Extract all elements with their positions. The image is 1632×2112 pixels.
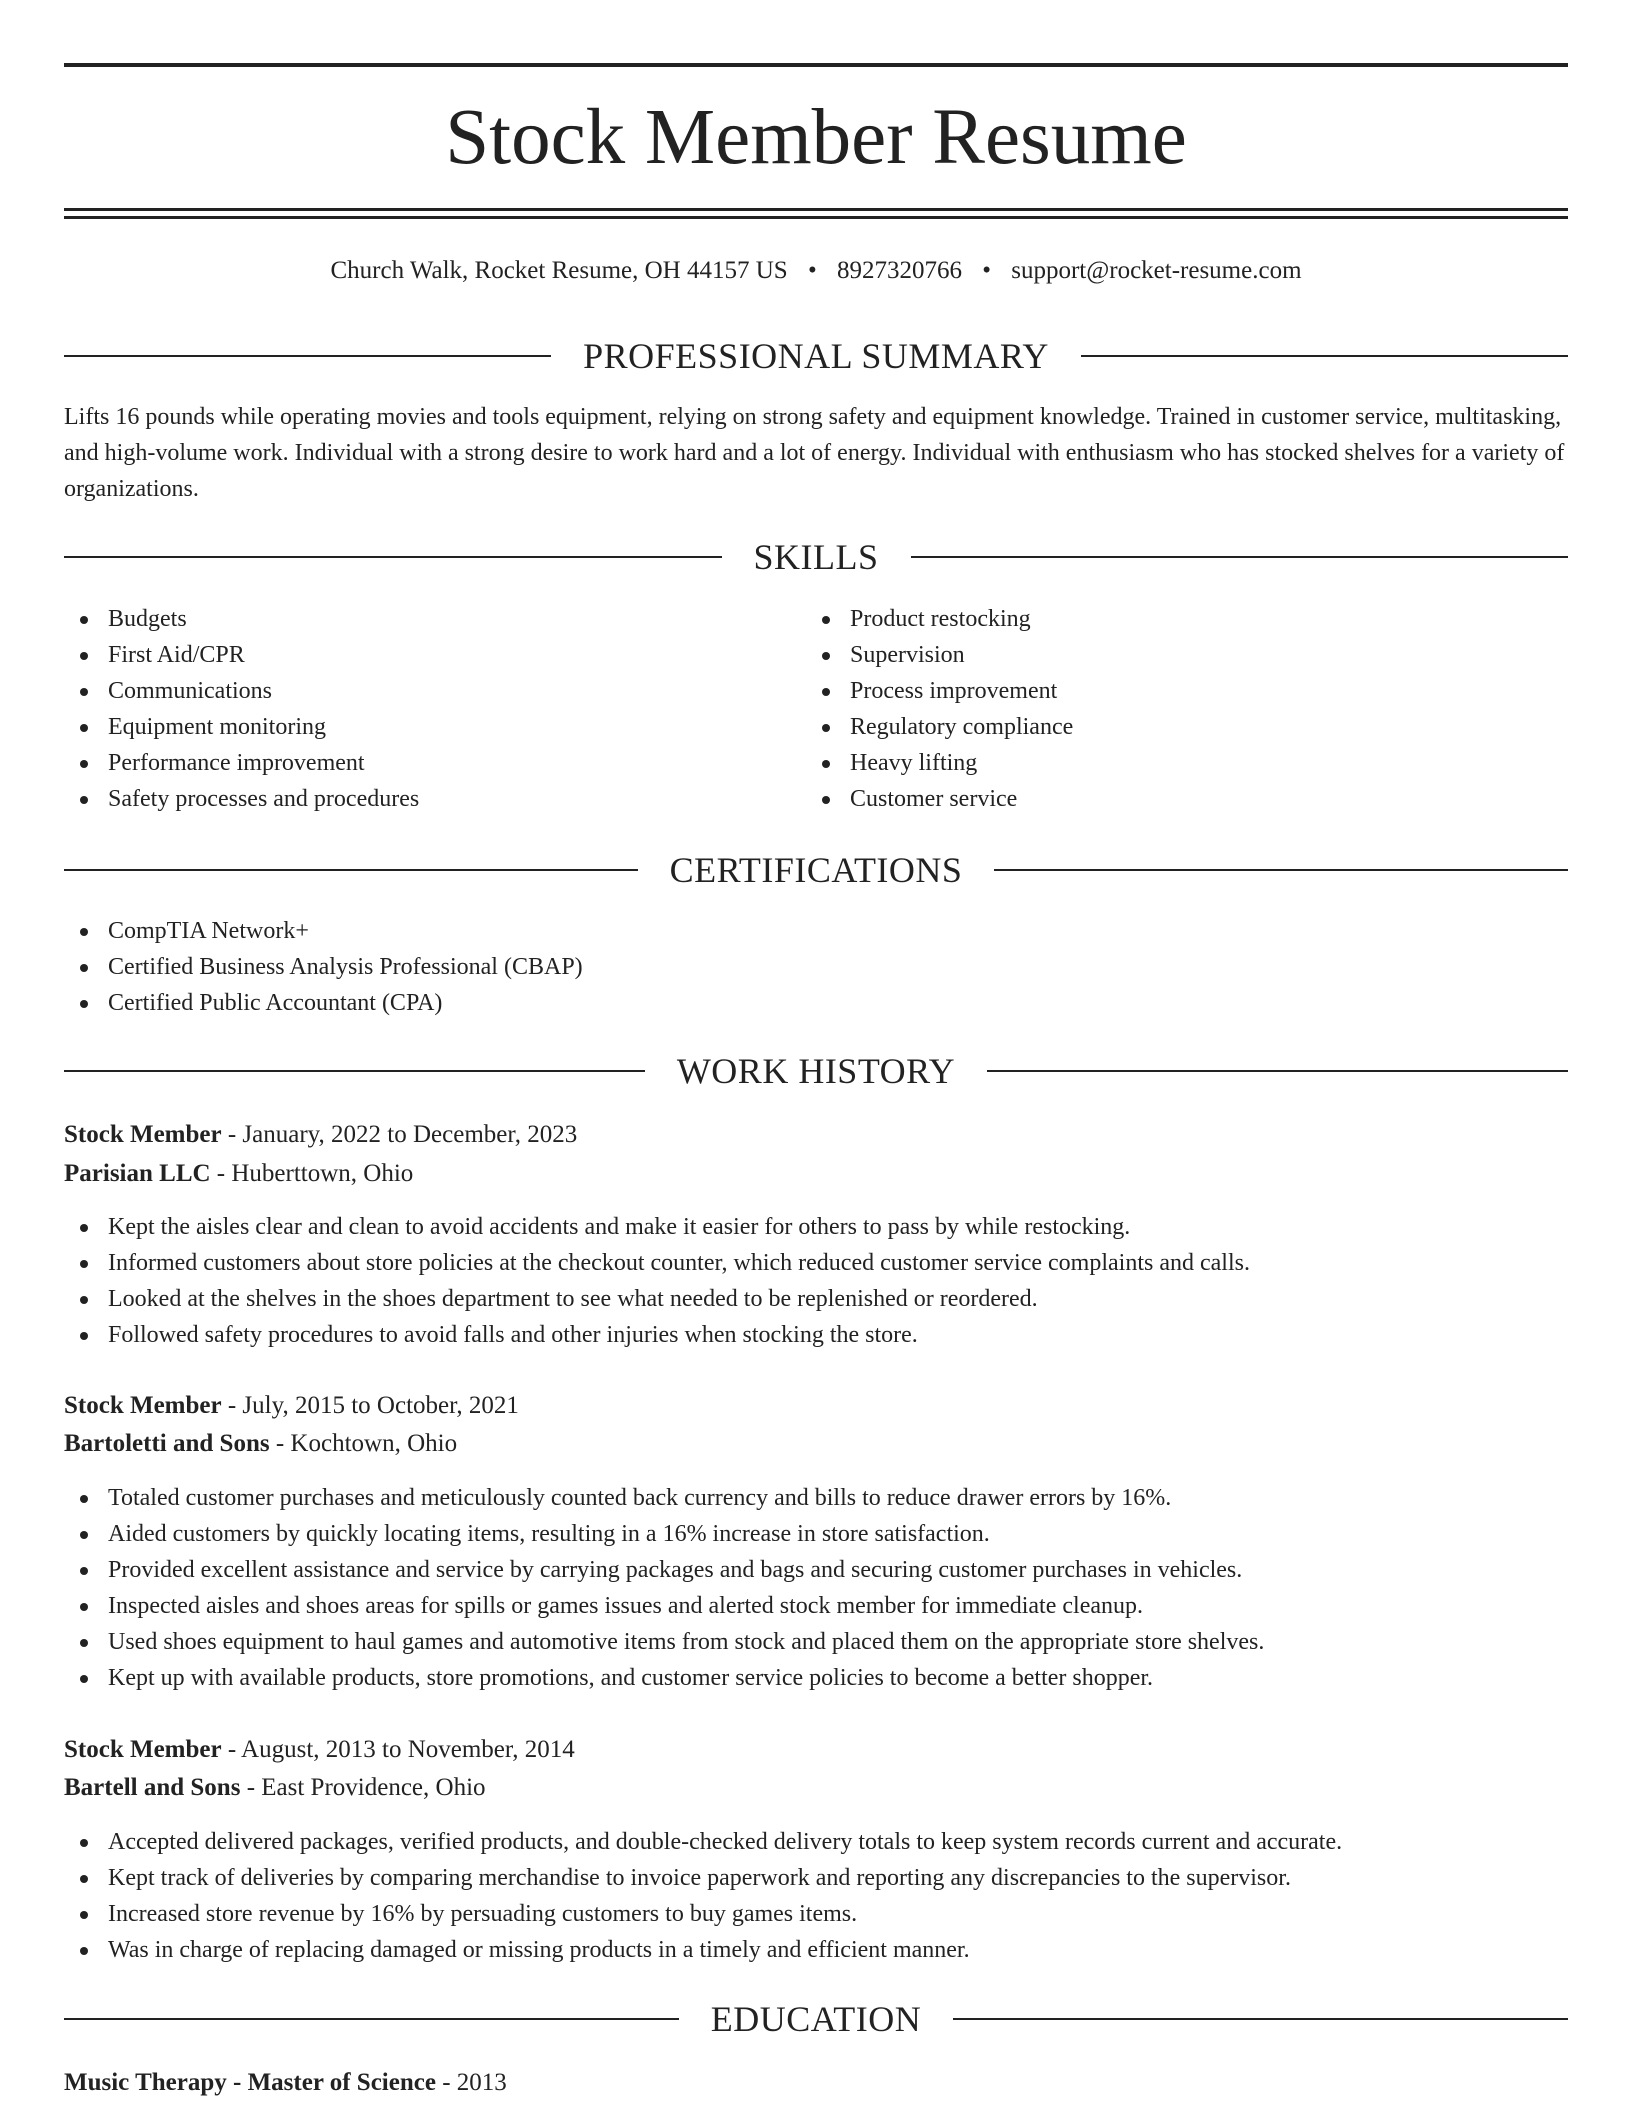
job-title: Stock Member: [64, 1121, 222, 1148]
job-bullet: Provided excellent assistance and service by carrying packages and bags and securing customer purchases in vehicles.: [64, 1552, 1264, 1588]
education-year: - 2013: [435, 2069, 507, 2096]
skill-item: Budgets: [64, 601, 419, 637]
heading-rule-left: [64, 355, 551, 357]
title-rule-upper: [64, 208, 1568, 211]
education-heading: [64, 1997, 1568, 2041]
job-location: - Huberttown, Ohio: [210, 1160, 414, 1187]
job-dates: - August, 2013 to November, 2014: [221, 1736, 575, 1763]
heading-rule-right: [987, 1070, 1568, 1072]
job-dates: - January, 2022 to December, 2023: [221, 1121, 578, 1148]
job-bullets: [64, 1824, 1342, 1968]
heading-rule-right: [911, 556, 1569, 558]
job-company-line: [64, 1155, 1568, 1193]
job-company: Parisian LLC: [64, 1160, 211, 1187]
job-bullet: Was in charge of replacing damaged or missing products in a timely and efficient manner.: [64, 1932, 1342, 1968]
job-company: Bartell and Sons: [64, 1774, 241, 1801]
skill-item: Regulatory compliance: [806, 709, 1073, 745]
job-title-line: [64, 1387, 1568, 1425]
certifications-heading: [64, 848, 1568, 892]
job-title: Stock Member: [64, 1392, 222, 1419]
job-title-line: [64, 1116, 1568, 1154]
skill-item: Safety processes and procedures: [64, 781, 419, 817]
work-history-heading: [64, 1049, 1568, 1093]
job-location: - East Providence, Ohio: [240, 1774, 486, 1801]
summary-heading: [64, 334, 1568, 378]
skills-heading-label: SKILLS: [753, 537, 879, 577]
resume-title: Stock Member Resume: [445, 94, 1187, 181]
education-degree: Music Therapy - Master of Science: [64, 2069, 436, 2096]
job-bullet: Inspected aisles and shoes areas for spills or games issues and alerted stock member for immediate cleanup.: [64, 1588, 1264, 1624]
certifications-heading-label: CERTIFICATIONS: [669, 850, 963, 890]
summary-text: Lifts 16 pounds while operating movies and tools equipment, relying on strong safety and equipment knowledge. Trained in customer service, multitasking, and high-volume work. Individual with a strong desire to work hard and a lot of energy. Individual with enthusiasm who has stocked shelves for a variety of organizations.: [64, 404, 1565, 502]
skill-item: Product restocking: [806, 601, 1073, 637]
skill-item: Customer service: [806, 781, 1073, 817]
skill-item: Equipment monitoring: [64, 709, 419, 745]
contact-address: Church Walk, Rocket Resume, OH 44157 US: [330, 257, 788, 284]
contact-phone: 8927320766: [836, 257, 962, 284]
certifications-list: [64, 913, 583, 1021]
heading-rule-left: [64, 2018, 679, 2020]
job-bullet: Informed customers about store policies at the checkout counter, which reduced customer service complaints and calls.: [64, 1245, 1250, 1281]
job-location: - Kochtown, Ohio: [269, 1430, 458, 1457]
job-bullet: Totaled customer purchases and meticulously counted back currency and bills to reduce drawer errors by 16%.: [64, 1480, 1264, 1516]
top-rule: [64, 63, 1568, 67]
job-company-line: [64, 1769, 1568, 1807]
skills-heading: [64, 535, 1568, 579]
heading-rule-left: [64, 869, 638, 871]
skill-item: Performance improvement: [64, 745, 419, 781]
job-bullet: Accepted delivered packages, verified products, and double-checked delivery totals to keep system records current and accurate.: [64, 1824, 1342, 1860]
skill-item: First Aid/CPR: [64, 637, 419, 673]
skill-item: Supervision: [806, 637, 1073, 673]
skill-item: Heavy lifting: [806, 745, 1073, 781]
skills-list-left: [64, 601, 419, 817]
certification-item: Certified Public Accountant (CPA): [64, 985, 583, 1021]
skills-list-right: [806, 601, 1073, 817]
job-dates: - July, 2015 to October, 2021: [221, 1392, 519, 1419]
contact-line: [64, 254, 1568, 288]
heading-rule-left: [64, 556, 722, 558]
heading-rule-right: [953, 2018, 1568, 2020]
job-company: Bartoletti and Sons: [64, 1430, 270, 1457]
certification-item: CompTIA Network+: [64, 913, 583, 949]
job-bullet: Kept up with available products, store promotions, and customer service policies to become a better shopper.: [64, 1660, 1264, 1696]
job-bullets: [64, 1209, 1250, 1353]
job-bullet: Aided customers by quickly locating items, resulting in a 16% increase in store satisfaction.: [64, 1516, 1264, 1552]
contact-separator: •: [982, 257, 991, 284]
skill-item: Communications: [64, 673, 419, 709]
contact-email: support@rocket-resume.com: [1011, 257, 1302, 284]
work-history-heading-label: WORK HISTORY: [676, 1051, 956, 1091]
job-bullet: Increased store revenue by 16% by persuading customers to buy games items.: [64, 1896, 1342, 1932]
job-bullets: [64, 1480, 1264, 1696]
summary-heading-label: PROFESSIONAL SUMMARY: [583, 336, 1049, 376]
title-rule-lower: [64, 216, 1568, 219]
contact-separator: •: [807, 257, 817, 284]
job-bullet: Kept the aisles clear and clean to avoid accidents and make it easier for others to pass by while restocking.: [64, 1209, 1250, 1245]
job-bullet: Looked at the shelves in the shoes department to see what needed to be replenished or reordered.: [64, 1281, 1250, 1317]
education-line: [64, 2064, 1568, 2102]
job-bullet: Used shoes equipment to haul games and automotive items from stock and placed them on the appropriate store shelves.: [64, 1624, 1264, 1660]
heading-rule-left: [64, 1070, 645, 1072]
heading-rule-right: [1081, 355, 1568, 357]
job-bullet: Kept track of deliveries by comparing merchandise to invoice paperwork and reporting any discrepancies to the supervisor.: [64, 1860, 1342, 1896]
job-title-line: [64, 1731, 1568, 1769]
heading-rule-right: [994, 869, 1568, 871]
job-title: Stock Member: [64, 1736, 222, 1763]
job-company-line: [64, 1425, 1568, 1463]
skill-item: Process improvement: [806, 673, 1073, 709]
certification-item: Certified Business Analysis Professional (CBAP): [64, 949, 583, 985]
education-heading-label: EDUCATION: [710, 1999, 922, 2039]
job-bullet: Followed safety procedures to avoid falls and other injuries when stocking the store.: [64, 1317, 1250, 1353]
